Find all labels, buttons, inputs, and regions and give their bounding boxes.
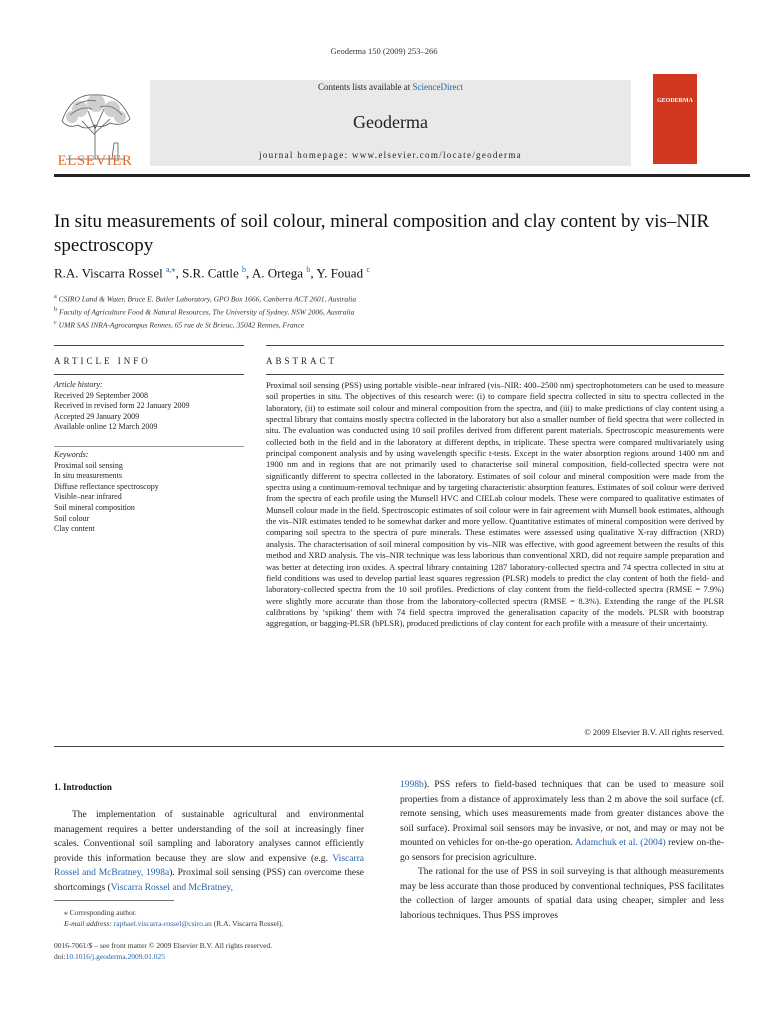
keyword-item: Diffuse reflectance spectroscopy bbox=[54, 481, 159, 491]
article-history bbox=[54, 380, 244, 433]
cover-title: GEODERMA bbox=[657, 98, 693, 104]
intro-right-column bbox=[400, 778, 724, 923]
author-affiliation-marker[interactable]: c bbox=[366, 265, 370, 274]
abstract-bottom-rule bbox=[54, 746, 724, 747]
author-name[interactable]: Y. Fouad bbox=[316, 265, 364, 281]
keyword-item: Clay content bbox=[54, 524, 95, 534]
intro-right-paragraph: 1998b). PSS refers to field-based techniques that can be used to measure soil properties from a distance of approximately less than 2 m above the soil surface (cf. remote sensing, which uses measurements made from greater distances above the soil surface). Proximal soil sensors may be invasive, or not, and may or may not be mounted on vehicles for on-the-go operation. Adamchuk et al. (2004) review on-the-go sensors for precision agriculture. bbox=[400, 780, 724, 863]
publisher-wordmark: ELSEVIER bbox=[57, 153, 133, 169]
history-item: Received 29 September 2008 bbox=[54, 390, 148, 400]
history-item: Received in revised form 22 January 2009 bbox=[54, 401, 190, 411]
citation-link[interactable]: Viscarra Rossel and McBratney, bbox=[110, 882, 234, 893]
affiliation-item: $^c$ UMR SAS INRA-Agrocampus Rennes, 65 rue de St Brieuc, 35042 Rennes, France bbox=[54, 319, 305, 330]
keyword-item: Proximal soil sensing bbox=[54, 460, 123, 470]
author-affiliation-marker[interactable]: a,⁎ bbox=[166, 265, 176, 274]
intro-right-paragraph: The rational for the use of PSS in soil surveying is that although measurements may be less accurate than those produced by conventional techniques, PSS facilitates the collection of larger amounts of spatial data using cheaper, simpler and less laborious techniques. Thus PSS improves bbox=[400, 867, 724, 921]
abstract-heading: ABSTRACT bbox=[266, 356, 338, 366]
section-heading-introduction: 1. Introduction bbox=[54, 782, 112, 792]
history-item: Accepted 29 January 2009 bbox=[54, 411, 140, 421]
doi-link[interactable]: 10.1016/j.geoderma.2009.01.025 bbox=[65, 952, 166, 961]
keyword-item: In situ measurements bbox=[54, 471, 122, 481]
abstract-heading-rule bbox=[266, 374, 724, 375]
affiliations bbox=[54, 292, 734, 331]
info-top-rule bbox=[54, 345, 244, 346]
intro-left-paragraph: The implementation of sustainable agricultural and environmental management requires a better understanding of the soil at increasingly finer scales. Conventional soil sampling and laboratory analyses cannot efficiently provide this information because they are slow and expensive (e.g. Viscarra Rossel and McBratney, 1998a). Proximal soil sensing (PSS) can overcome these shortcomings (Viscarra Rossel and McBratney, bbox=[54, 810, 365, 893]
abstract-top-rule bbox=[266, 345, 724, 346]
citation-link[interactable]: Viscarra Rossel and McBratney, 1998a bbox=[54, 853, 364, 878]
author-name[interactable]: S.R. Cattle bbox=[182, 265, 239, 281]
info-divider bbox=[54, 446, 244, 447]
history-item: Available online 12 March 2009 bbox=[54, 422, 158, 432]
corresponding-author-footnote: ⁎ Corresponding author. E-mail address: raphael.viscarra-rossel@csiro.au (R.A. Viscarra Rossel). bbox=[64, 908, 284, 928]
history-label: Article history: bbox=[54, 380, 103, 389]
journal-homepage[interactable]: journal homepage: www.elsevier.com/locate/geoderma bbox=[259, 150, 522, 160]
keywords-label: Keywords: bbox=[54, 450, 89, 459]
footnote-rule bbox=[54, 900, 174, 901]
citation-link[interactable]: 1998b bbox=[400, 780, 424, 790]
abstract-copyright: © 2009 Elsevier B.V. All rights reserved. bbox=[584, 727, 724, 737]
info-heading-rule bbox=[54, 374, 244, 375]
journal-citation: Geoderma 150 (2009) 253–266 bbox=[330, 46, 438, 56]
abstract-text: Proximal soil sensing (PSS) using portable visible–near infrared (vis–NIR: 400–2500 nm) spectrophotometers can be used to measure soil properties in situ. The objectives of this research were: (i) to compare field spectra collected in situ to spectra collected in the laboratory, (ii) to estimate soil colour and mineral composition from the spectra, and (iii) to make predictions of clay content using a spectral library that contains mostly spectra collected in the laboratory but also a smaller number of field spectra that were collected in situ. The evaluation was conducted using 10 soil profiles derived from different parent materials. Spectroscopic measurements were collected both in the field and in the laboratory at different depths, in triplicate. These spectra were compared multivariately using principal component analysis and by using wavelength specific t-tests. Except in the water absorption regions around 1400 nm and 1900 nm and in regions that are not primarily used to characterise soil mineral composition, field-collected spectra were not significantly different to spectra collected in the laboratory. Estimates of soil colour and mineral composition were made from the spectra using a continuum-removal technique and by targeting characteristic absorption features. Estimates of soil colour were derived from the spectra of each profile using the Munsell HVC and CIELab colour models. These were compared to qualitative estimates of Munsell colour made in the field. Spectroscopic estimates of soil colour were in fair agreement with Munsell book estimates, although the vis–NIR estimates tended to be somewhat darker and more yellow. Quantitative estimates of mineral composition were derived by comparing soil spectra to the spectra of pure minerals. These estimates were assessed using qualitative X-ray diffraction (XRD) analysis. The characterisation of soil mineral composition by vis–NIR was effective, with good agreement between the results of this method and XRD analysis. The vis–NIR technique was less laborious than conventional XRD, did not require sample preparation and was better at detecting iron oxides. A spectral library containing 1287 laboratory-collected spectra and 74 spectra collected in situ at field conditions was used to develop partial least squares regression (PLSR) models to predict the clay content of both the field- and laboratory-collected spectra from the 10 soil profiles. Predictions of clay content from the field-collected spectra (RMSE = 7.9%) were slightly more accurate than those from the laboratory-collected spectra (RMSE = 8.3%). Extending the range of the PLSR calibrations by ‘spiking’ them with 74 field spectra improved the generalisation capacity of the models. PLSR with bootstrap aggregation, or bagging-PLSR (bPLSR), produced predictions of clay content for each profile with a measure of their uncertainty. bbox=[266, 380, 724, 629]
affiliation-item: $^a$ CSIRO Land & Water, Bruce E. Butler Laboratory, GPO Box 1666, Canberra ACT 2601, Australia bbox=[54, 293, 357, 304]
keyword-item: Soil mineral composition bbox=[54, 502, 135, 512]
doi-line: doi:10.1016/j.geoderma.2009.01.025 bbox=[54, 952, 166, 961]
author-affiliation-marker[interactable]: b bbox=[306, 265, 311, 274]
citation-link[interactable]: Adamchuk et al. (2004) bbox=[574, 838, 666, 848]
author-name[interactable]: A. Ortega bbox=[251, 265, 304, 281]
keyword-item: Visible–near infrared bbox=[54, 492, 122, 502]
author-list: R.A. Viscarra Rossel $^{a,⁎}$, S.R. Cattle $^b$, A. Ortega $^b$, Y. Fouad $^c$ bbox=[54, 265, 370, 281]
author-affiliation-marker[interactable]: b bbox=[242, 265, 247, 274]
journal-name: Geoderma bbox=[353, 112, 428, 132]
sciencedirect-link[interactable]: ScienceDirect bbox=[412, 82, 463, 92]
keywords-block bbox=[54, 450, 244, 535]
email-link[interactable]: raphael.viscarra-rossel@csiro.au bbox=[113, 919, 212, 928]
header-rule bbox=[54, 174, 750, 177]
keyword-item: Soil colour bbox=[54, 513, 90, 523]
article-info-heading: ARTICLE INFO bbox=[54, 356, 151, 366]
front-matter-info bbox=[54, 940, 384, 962]
contents-line: Contents lists available at ScienceDirect bbox=[318, 82, 463, 92]
issn-line: 0016-7061/$ – see front matter © 2009 Elsevier B.V. All rights reserved. bbox=[54, 941, 273, 950]
article-title: In situ measurements of soil colour, mineral composition and clay content by vis–NIR spectroscopy bbox=[54, 211, 710, 256]
author-name[interactable]: R.A. Viscarra Rossel bbox=[54, 265, 163, 281]
journal-cover-thumbnail bbox=[653, 74, 697, 164]
affiliation-item: $^b$ Faculty of Agriculture Food & Natural Resources, The University of Sydney, NSW 2006, Australia bbox=[54, 306, 355, 317]
